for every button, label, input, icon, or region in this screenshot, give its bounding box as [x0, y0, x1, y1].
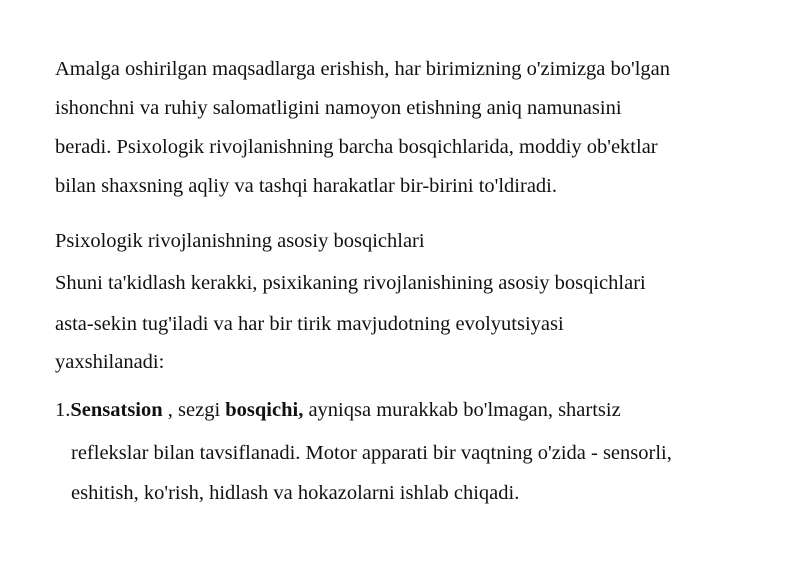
- paragraph-line: asta-sekin tug'iladi va har bir tirik mavjudotning evolyutsiyasi: [55, 313, 564, 335]
- paragraph-line: beradi. Psixologik rivojlanishning barcha bosqichlarida, moddiy ob'ektlar: [55, 136, 658, 158]
- list-item-first-line: [55, 398, 621, 422]
- list-item-line: eshitish, ko'rish, hidlash va hokazolarni ishlab chiqadi.: [71, 482, 520, 504]
- paragraph-line: yaxshilanadi:: [55, 351, 165, 373]
- bold-term: Sensatsion: [70, 399, 163, 421]
- section-heading: Psixologik rivojlanishning asosiy bosqichlari: [55, 230, 425, 252]
- paragraph-line: Amalga oshirilgan maqsadlarga erishish, har birimizning o'zimizga bo'lgan: [55, 58, 671, 80]
- list-number: 1.: [55, 399, 71, 421]
- paragraph-line: ishonchni va ruhiy salomatligini namoyon etishning aniq namunasini: [55, 97, 622, 119]
- list-item-line: reflekslar bilan tavsiflanadi. Motor apparati bir vaqtning o'zida - sensorli,: [71, 442, 672, 464]
- paragraph-line: Shuni ta'kidlash kerakki, psixikaning rivojlanishining asosiy bosqichlari: [55, 272, 646, 294]
- list-text: ayniqsa murakkab bo'lmagan, shartsiz: [303, 399, 621, 421]
- paragraph-line: bilan shaxsning aqliy va tashqi harakatlar bir-birini to'ldiradi.: [55, 175, 557, 197]
- bold-term: bosqichi,: [225, 399, 304, 421]
- list-text: , sezgi: [162, 399, 226, 421]
